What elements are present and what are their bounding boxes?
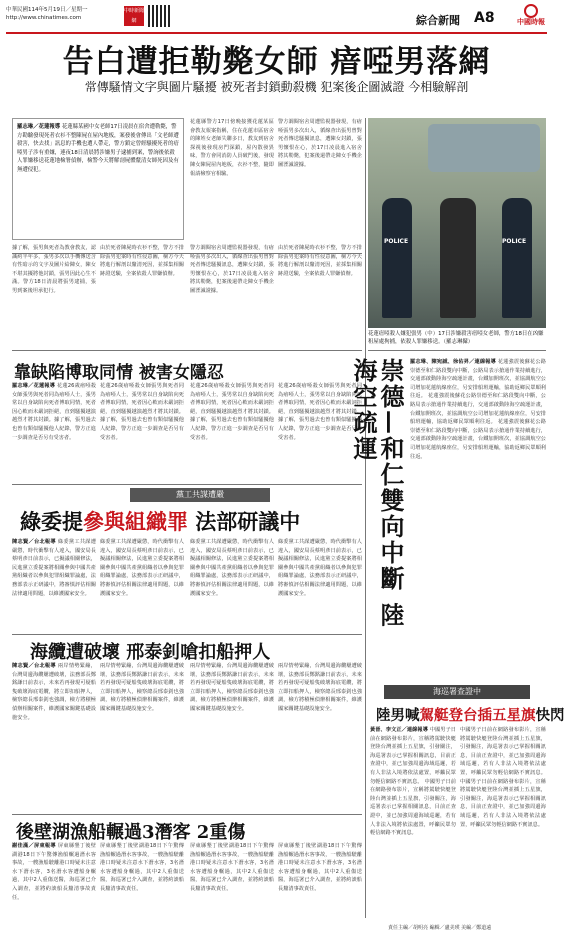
section3-title	[20, 506, 300, 536]
section6-text-cont: 花蓮強震後蘇花公路崇德至和仁路段雙向中斷，公路局表示搶通作業持續進行，交通部啟動陸海空疏運計畫，台鐵加開班次，並協調航空公司增加花蓮航線座位，另安排船班運輸，協助返鄉民眾順利往返。	[410, 393, 546, 426]
section5-title: 後壁湖漁船輾過3潛客 2重傷	[16, 822, 246, 843]
section6-text-cont2: 花蓮強震後蘇花公路崇德至和仁路段雙向中斷，公路局表示搶通作業持續進行，交通部啟動陸海空疏運計畫，台鐵加開班次，並協調航空公司增加花蓮航線座位，另安排船班運輸，協助返鄉民眾順利往返。	[410, 419, 546, 460]
page-number: A8	[474, 10, 495, 26]
section4-col-2: 兩岸情勢緊繃，台灣周邊海纜屢遭破壞，法務部長鄭銘謙日前表示，未來若再發現可疑船隻破壞海底電纜，將立即扣船押人，檢察總長邢泰釗也強調，檢方將積極偵辦相關案件，維護國家關鍵基礎設施安全。	[100, 663, 184, 712]
section7-body	[370, 726, 456, 920]
section4-col-4: 兩岸情勢緊繃，台灣周邊海纜屢遭破壞，法務部長鄭銘謙日前表示，未來若再發現可疑船隻破壞海底電纜，將立即扣船押人，檢察總長邢泰釗也強調，檢方將積極偵辦相關案件，維護國家關鍵基礎設施安全。	[278, 663, 362, 712]
photo-police-label-right: POLICE	[502, 238, 527, 245]
section3-text: 綠委黨工共謀遭嚴懲，時代衝擊有人違入，國安局長蔡明彥日前表示，已擬議相關修法，民進黨立委提案將相關參與中國共產黨組織者以參與犯罪組織罪論處，法務部表示正研議中，將審慎評估相關法律適用問題，以維護國家安全。	[12, 539, 96, 597]
article-col-6: 由於死者陳屍時衣衫不整，警方不排除張男犯案時有性侵意圖，檢方今天將進行解剖以釐清死因，並採集相關跡證送驗，全案依殺人罪嫌偵辦。	[278, 245, 362, 277]
photo-police-label-left: POLICE	[384, 238, 409, 245]
divider	[12, 253, 362, 254]
section7-text-cont: 中國男子日前在網路發布影片，宣稱將駕駛快艇登陸台灣並插上五星旗，引發關注，海巡署表示已掌握相關訊息，目前正查證中，並已加強周邊海域巡邏，若有人非法入境將依法處置，呼籲民眾勿輕信網路不實訊息。	[370, 778, 456, 837]
section3-title-plain: 綠委提	[20, 509, 83, 534]
news-photo	[368, 118, 546, 328]
photo-caption: 花蓮瘖啞殺人嫌犯張男（中）17日涉嫌殺害瘖啞女老師，警方18日在凶嫌租屋處拘捕，依殺人罪嫌移送。（羅志琳攝）	[368, 331, 544, 345]
section2-byline: 羅志琳／花蓮報導	[12, 383, 56, 389]
divider	[12, 484, 362, 485]
lead-summary-box	[12, 118, 184, 240]
section2-col-3: 花蓮26歲瘖啞殺女師張男與死者同為瘖啞人士，張男常以自身缺陷向死者博取同情，死者因心軟而未嚴詞拒絕，直到騷擾越演越烈才將其封鎖。據了解，張男過去也曾有類似騷擾他人紀錄，警方正進一步調查是否另有受害者。	[190, 383, 274, 441]
masthead	[6, 4, 547, 34]
section7-col-2	[460, 726, 546, 920]
topic-band-2: 海巡署查證中	[384, 685, 530, 699]
divider	[12, 350, 362, 351]
section4-body	[12, 662, 96, 812]
section6-vertical-title: 崇德—和仁雙向中斷 陸海空疏運	[349, 358, 405, 629]
brand-logo	[515, 4, 547, 32]
section4-text: 兩岸情勢緊繃，台灣周邊海纜屢遭破壞，法務部長鄭銘謙日前表示，未來若再發現可疑船隻破壞海底電纜，將立即扣船押人，檢察總長邢泰釗也強調，檢方將積極偵辦相關案件，維護國家關鍵基礎設施安全。	[12, 663, 96, 721]
brand-ring-icon	[524, 4, 538, 18]
section3-title-tail: 法部研議中	[188, 509, 301, 534]
section3-title-highlight: 參與組織罪	[83, 509, 188, 534]
website-url[interactable]: http://www.chinatimes.com	[6, 15, 82, 21]
lead-byline: 羅志琳／花蓮報導	[17, 124, 61, 130]
section5-byline: 謝佳滿／屏東報導	[12, 843, 56, 849]
photo-suspect	[440, 198, 476, 318]
main-headline: 告白遭拒勒斃女師 瘖啞男落網	[62, 44, 491, 80]
lead-text: 花蓮縣某國中女老師17日凌晨在宿舍遭勒斃，警方勘驗發現死者衣衫不整陳屍在屋內地板，案發後會傳出「文老師遭殺害，快去找」訊息的手機也遭人帶走，警方鎖定曾經騷擾死者的瘖啞男子涉有重嫌，連夜18日清晨將涉嫌男子逮捕到案，警詢後依殺人罪嫌移送花蓮地檢署偵辦，檢警今天將解剖屍體釐清女師死因及有無遭侵犯。	[17, 124, 179, 173]
photo-vehicle	[428, 124, 540, 172]
article-col-3: 據了解，張男與死者為教會教友，認識約半年多，張男多次以手機傳送含有性暗示的文字及圖片給陳女，陳女不堪其擾將他封鎖，張男因此心生不滿。警方18日清晨將張男逮捕，張男到案後坦承犯行。	[12, 245, 96, 294]
section6-body	[410, 358, 546, 678]
section5-body	[12, 842, 96, 920]
article-col-2: 警方調閱宿舍周遭監視器發現，有瘖啞張男多次出入，循線查出張男曾對死者傳送騷擾訊息，遭陳女封鎖，張男懷恨在心，於17日凌晨進入宿舍將其勒斃，犯案後還帶走陳女手機企圖湮滅證據。	[278, 119, 362, 168]
photo-officer-right	[502, 198, 532, 318]
section7-col2-text: 中國男子日前在網路發布影片，宣稱將駕駛快艇登陸台灣並插上五星旗，引發關注，海巡署表示已掌握相關訊息，目前正查證中，並已加強周邊海域巡邏，若有人非法入境將依法處置，呼籲民眾勿輕信網路不實訊息。	[460, 727, 546, 776]
article-col-4: 由於死者陳屍時衣衫不整，警方不排除張男犯案時有性侵意圖，檢方今天將進行解剖以釐清死因，並採集相關跡證送驗，全案依殺人罪嫌偵辦。	[100, 245, 184, 277]
section7-byline: 黃晉、李文正／連線報導	[370, 727, 428, 733]
section2-col-4: 花蓮26歲瘖啞殺女師張男與死者同為瘖啞人士，張男常以自身缺陷向死者博取同情，死者因心軟而未嚴詞拒絕，直到騷擾越演越烈才將其封鎖。據了解，張男過去也曾有類似騷擾他人紀錄，警方正進一步調查是否另有受害者。	[278, 383, 362, 441]
brand-name: 中國時報	[517, 18, 545, 26]
section3-byline: 陳志賢／台北報導	[12, 539, 56, 545]
section4-col-3: 兩岸情勢緊繃，台灣周邊海纜屢遭破壞，法務部長鄭銘謙日前表示，未來若再發現可疑船隻破壞海底電纜，將立即扣船押人，檢察總長邢泰釗也強調，檢方將積極偵辦相關案件，維護國家關鍵基礎設施安全。	[190, 663, 274, 712]
main-subheadline: 常傳騷情文字與圖片騷擾 被死者封鎖動殺機 犯案後企圖滅證 今相驗解剖	[84, 80, 469, 94]
divider	[368, 350, 546, 351]
section5-col-3: 屏東縣墾丁後壁湖港18日下午驚傳漁船輾過潛水客事故，一艘漁船駛離港口時疑未注意水下潛水客，3名潛水客遭船身輾過，其中2人重傷送醫，海巡署已介入調查，並將約談船長釐清事故責任。	[190, 843, 274, 892]
photo-officer-left	[382, 198, 412, 318]
date-line: 中華民國114年5月19日／星期一	[6, 7, 88, 13]
section2-title: 靠缺陷博取同情 被害女隱忍	[14, 363, 224, 383]
section7-title	[376, 704, 565, 725]
section5-col-2: 屏東縣墾丁後壁湖港18日下午驚傳漁船輾過潛水客事故，一艘漁船駛離港口時疑未注意水下潛水客，3名潛水客遭船身輾過，其中2人重傷送醫，海巡署已介入調查，並將約談船長釐清事故責任。	[100, 843, 184, 892]
section6-byline: 羅志琳、陳宛誠、徐佑昇／連線報導	[410, 359, 496, 365]
section3-body	[12, 538, 96, 632]
section3-col-2: 綠委黨工共謀遭嚴懲，時代衝擊有人違入，國安局長蔡明彥日前表示，已擬議相關修法，民進黨立委提案將相關參與中國共產黨組織者以參與犯罪組織罪論處，法務部表示正研議中，將審慎評估相關法律適用問題，以維護國家安全。	[100, 539, 184, 597]
section6-text: 花蓮強震後蘇花公路崇德至和仁路段雙向中斷，公路局表示搶通作業持續進行，交通部啟動陸海空疏運計畫，台鐵加開班次，並協調航空公司增加花蓮航線座位，另安排船班運輸，協助返鄉民眾順利往返。	[410, 359, 546, 400]
masthead-info	[6, 6, 88, 22]
section7-title-highlight: 駕艇登台插五星旗	[419, 707, 536, 724]
section7-title-tail: 快閃	[535, 707, 565, 724]
section7-title-pre: 陸男喊	[376, 707, 420, 724]
section-name: 綜合新聞	[416, 14, 460, 27]
section3-col-4: 綠委黨工共謀遭嚴懲，時代衝擊有人違入，國安局長蔡明彥日前表示，已擬議相關修法，民進黨立委提案將相關參與中國共產黨組織者以參與犯罪組織罪論處，法務部表示正研議中，將審慎評估相關法律適用問題，以維護國家安全。	[278, 539, 362, 597]
section4-title: 海纜遭破壞 邢泰釗嗆扣船押人	[30, 642, 271, 663]
section5-col-4: 屏東縣墾丁後壁湖港18日下午驚傳漁船輾過潛水客事故，一艘漁船駛離港口時疑未注意水下潛水客，3名潛水客遭船身輾過，其中2人重傷送醫，海巡署已介入調查，並將約談船長釐清事故責任。	[278, 843, 362, 892]
article-col-5: 警方調閱宿舍周遭監視器發現，有瘖啞張男多次出入，循線查出張男曾對死者傳送騷擾訊息，遭陳女封鎖，張男懷恨在心，於17日凌晨進入宿舍將其勒斃，犯案後還帶走陳女手機企圖湮滅證據。	[190, 245, 274, 294]
article-col-1: 花蓮縣警方17日傍晚接獲花蓮某區會教友報案指稱，住在花蓮市區宿舍的陳姓女老師失聯多日，教友到宿舍探視後發現房門深鎖，屋內散發異味，警方會同消防人員破門後，發現陳女陳屍屋內地板，衣衫不整，隨即報請檢察官相驗。	[190, 119, 274, 177]
divider	[12, 814, 362, 815]
qr-code-icon	[148, 5, 170, 27]
section4-byline: 陳志賢／台北報導	[12, 663, 56, 669]
section2-col-2: 花蓮26歲瘖啞殺女師張男與死者同為瘖啞人士，張男常以自身缺陷向死者博取同情，死者因心軟而未嚴詞拒絕，直到騷擾越演越烈才將其封鎖。據了解，張男過去也曾有類似騷擾他人紀錄，警方正進一步調查是否另有受害者。	[100, 383, 184, 441]
column-divider	[365, 118, 366, 918]
section7-col2-text-cont: 中國男子日前在網路發布影片，宣稱將駕駛快艇登陸台灣並插上五星旗，引發關注，海巡署表示已掌握相關訊息，目前正查證中，並已加強周邊海域巡邏，若有人非法入境將依法處置，呼籲民眾勿輕信網路不實訊息。	[460, 778, 546, 828]
section7-text: 中國男子日前在網路發布影片，宣稱將駕駛快艇登陸台灣並插上五星旗，引發關注，海巡署表示已掌握相關訊息，目前正查證中，並已加強周邊海域巡邏，若有人非法入境將依法處置，呼籲民眾勿輕信網路不實訊息。	[370, 727, 456, 785]
news-network-logo: 中時新聞網	[124, 8, 145, 24]
section2-body	[12, 382, 96, 482]
section2-text: 花蓮26歲瘖啞殺女師張男與死者同為瘖啞人士，張男常以自身缺陷向死者博取同情，死者因心軟而未嚴詞拒絕，直到騷擾越演越烈才將其封鎖。據了解，張男過去也曾有類似騷擾他人紀錄，警方正進一步調查是否另有受害者。	[12, 383, 96, 441]
divider	[12, 634, 362, 635]
section3-col-3: 綠委黨工共謀遭嚴懲，時代衝擊有人違入，國安局長蔡明彥日前表示，已擬議相關修法，民進黨立委提案將相關參與中國共產黨組織者以參與犯罪組織罪論處，法務部表示正研議中，將審慎評估相關法律適用問題，以維護國家安全。	[190, 539, 274, 597]
topic-band: 黨工共謀遭嚴	[130, 488, 270, 502]
editor-credits: 責任主編／胡明亮 編輯／盧美瑛 美編／鄭道遠	[388, 925, 492, 931]
section5-text: 屏東縣墾丁後壁湖港18日下午驚傳漁船輾過潛水客事故，一艘漁船駛離港口時疑未注意水下潛水客，3名潛水客遭船身輾過，其中2人重傷送醫，海巡署已介入調查，並將約談船長釐清事故責任。	[12, 843, 96, 901]
